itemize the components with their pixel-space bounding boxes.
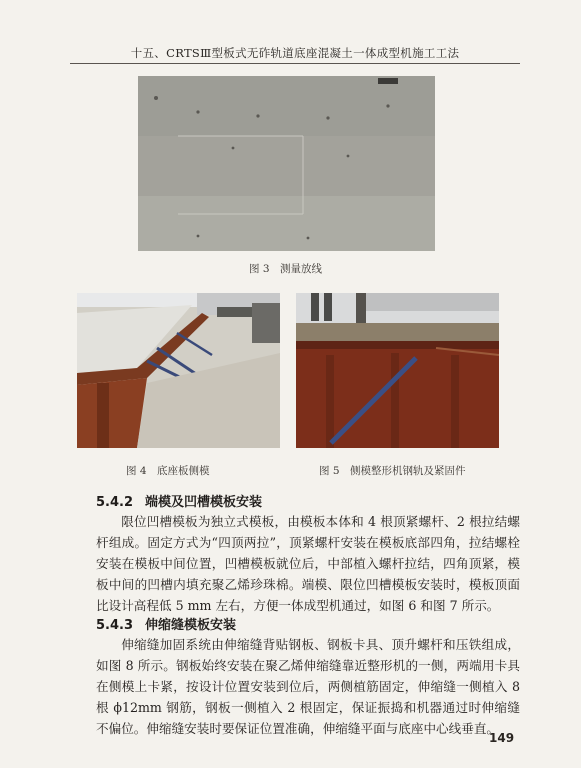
running-header: 十五、CRTSⅢ型板式无砟轨道底座混凝土一体成型机施工工法 (130, 46, 460, 60)
figure-5-photo (296, 293, 499, 448)
section-number: 5.4.2 (96, 495, 134, 510)
figure-3-photo (138, 76, 435, 251)
section-title: 端模及凹槽模板安装 (145, 495, 263, 510)
figure-4-photo (77, 293, 280, 448)
paragraph: 限位凹槽模板为独立式模板，由模板本体和 4 根顶紧螺杆、2 根拉结螺杆组成。固定方式为“四顶两拉”，顶紧螺杆安装在模板底部四角，拉结螺栓安装在模板中间位置，凹槽模板就位后，中部植入螺杆拉结，四角顶紧，模板中间的凹槽内填充聚乙烯珍珠棉。端模、限位凹槽模板安装时，模板顶面比设计高程低 5 mm 左右，方便一体成型机通过，如图 6 和图 7 所示。 (96, 514, 520, 613)
figure-5-image (296, 293, 499, 448)
figure-3-caption: 图 3 测量放线 (249, 263, 323, 275)
page-number: 149 (489, 731, 515, 745)
paragraph: 伸缩缝加固系统由伸缩缝背贴钢板、钢板卡具、顶升螺杆和压铁组成，如图 8 所示。钢板始终安装在聚乙烯伸缩缝靠近整形机的一侧，两端用卡具在侧模上卡紧，按设计位置安装到位后，两侧植筋固定，伸缩缝一侧植入 8 根 ϕ12mm 钢筋，钢板一侧植入 2 根固定，保证振捣和机器通过时伸缩缝不偏位。伸缩缝安装时要保证位置准确，伸缩缝平面与底座中心线垂直。 (96, 637, 520, 736)
section-5-4-2-body (96, 511, 520, 616)
section-heading-5-4-3 (96, 614, 236, 633)
section-heading-5-4-2 (96, 491, 262, 510)
section-title: 伸缩缝模板安装 (145, 618, 237, 633)
figure-4-image (77, 293, 280, 448)
figure-4-caption: 图 4 底座板侧模 (126, 465, 210, 477)
figure-5-caption: 图 5 侧模整形机钢轨及紧固件 (319, 465, 466, 477)
header-rule (70, 63, 520, 64)
figure-3-image (138, 76, 435, 251)
section-5-4-3-body (96, 634, 520, 739)
section-number: 5.4.3 (96, 618, 134, 633)
